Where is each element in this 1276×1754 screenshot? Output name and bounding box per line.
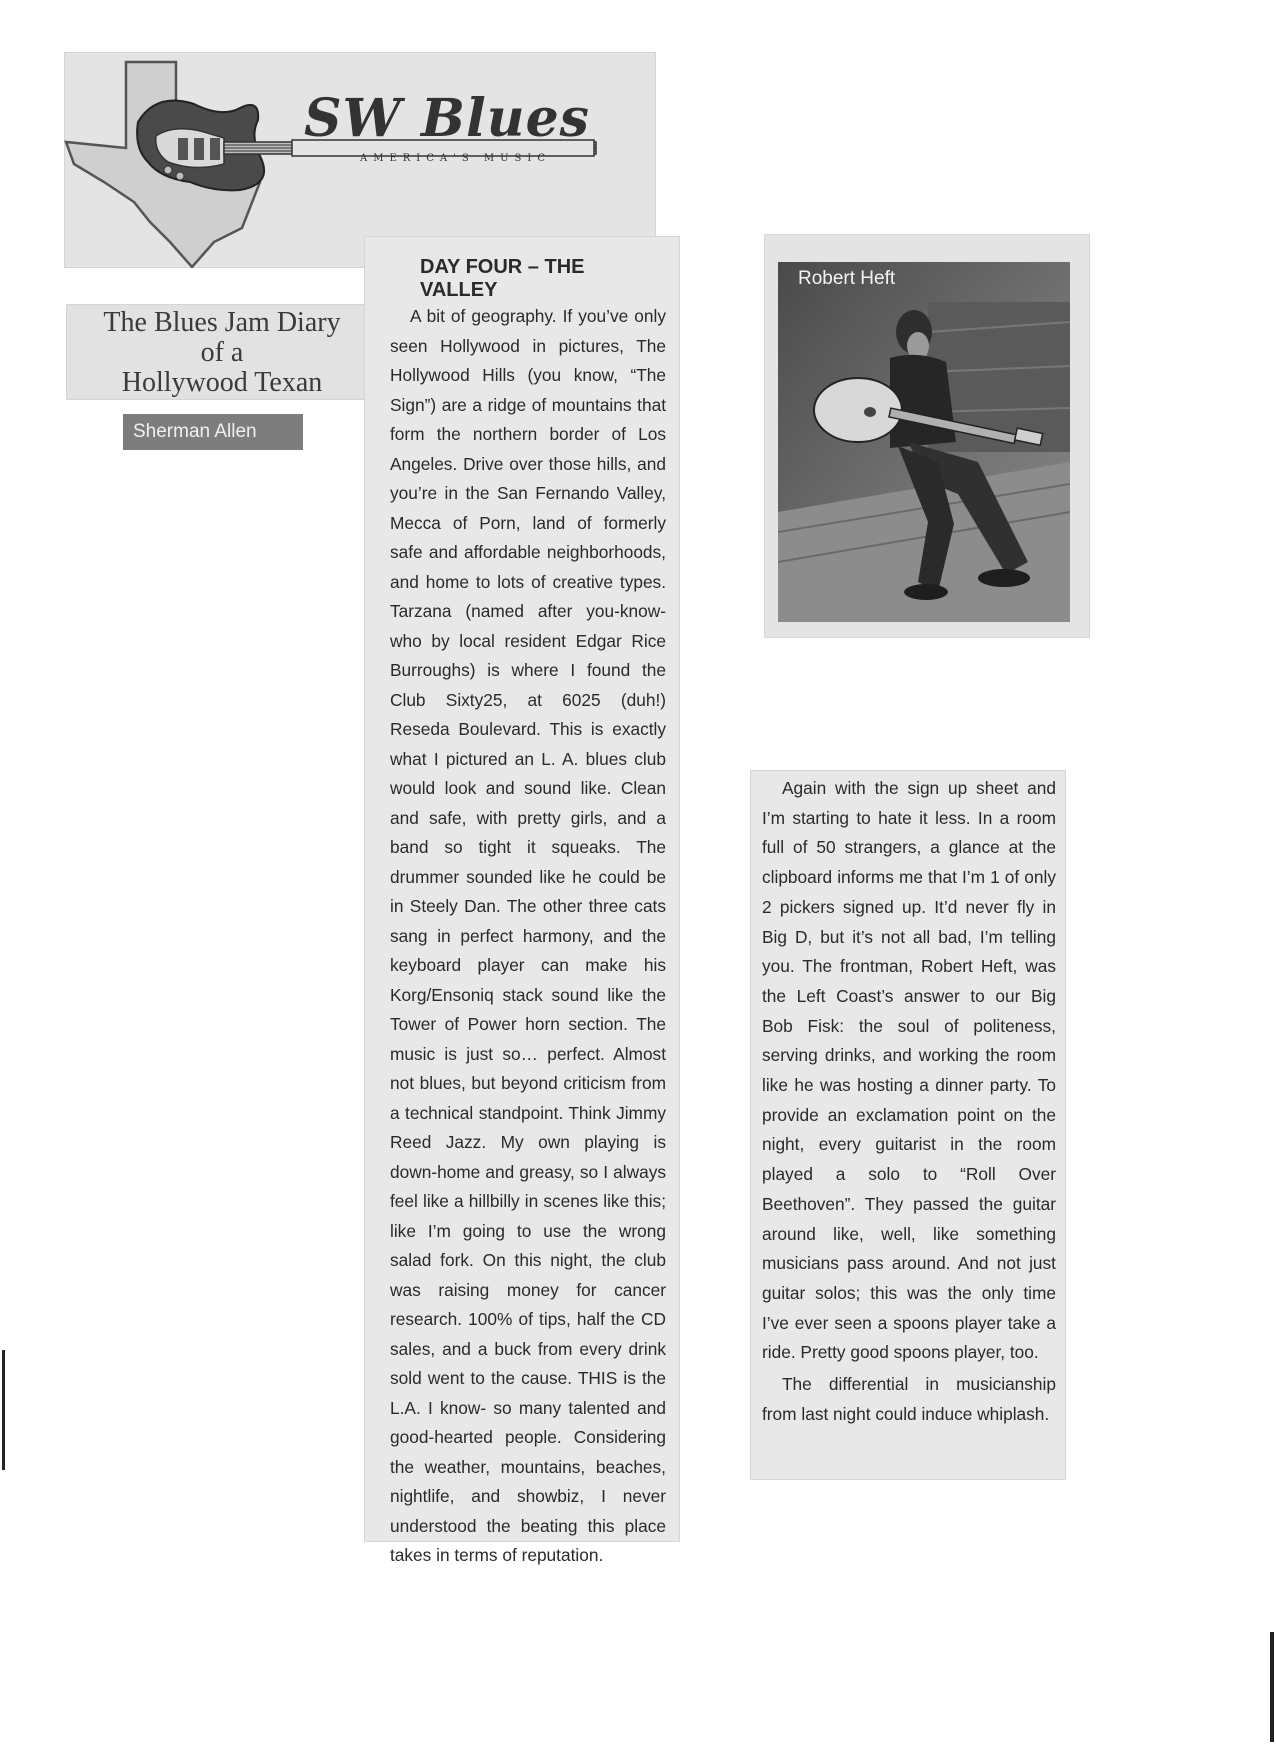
headline-line-3: Hollywood Texan <box>121 367 323 398</box>
author-byline: Sherman Allen <box>123 414 303 450</box>
guitarist-with-hollow-body-guitar-photo <box>778 262 1070 622</box>
scan-edge-mark <box>1270 1632 1274 1742</box>
photo-caption: Robert Heft <box>798 268 896 289</box>
headline-line-2: of a <box>200 337 244 368</box>
column-2-paragraph-2: The differential in musicianship from last night could induce whiplash. <box>762 1374 1056 1424</box>
section-heading: DAY FOUR – THE VALLEY <box>420 256 585 301</box>
article-headline <box>66 304 378 400</box>
headline-line-1: The Blues Jam Diary <box>103 307 341 338</box>
photo-clipping <box>764 234 1090 638</box>
column-2-body <box>762 774 1056 1429</box>
column-1-paragraph: A bit of geography. If you’ve only seen Hollywood in pictures, The Hollywood Hills (you know, “The Sign”) are a ridge of mountains that form the northern border of Los Angeles. Drive over those hills, and you’re in the San Fernando Valley, Mecca of Porn, land of formerly safe and affordable neighborhoods, and home to lots of creative types. Tarzana (named after you-know-who by local resident Edgar Rice Burroughs) is where I found the Club Sixty25, at 6025 (duh!) Reseda Boulevard. This is exactly what I pictured an L. A. blues club would look and sound like. Clean and safe, with pretty girls, and a band so tight it squeaks. The drummer sounded like he could be in Steely Dan. The other three cats sang in perfect harmony, and the keyboard player can make his Korg/Ensoniq stack sound like the Tower of Power horn section. The music is just so… perfect. Almost not blues, but beyond criticism from a technical standpoint. Think Jimmy Reed Jazz. My own playing is down-home and greasy, so I always feel like a hillbilly in scenes like this; like I’m going to use the wrong salad fork. On this night, the club was raising money for cancer research. 100% of tips, half the CD sales, and a buck from every drink sold went to the cause. THIS is the L.A. I know- so many talented and good-hearted people. Considering the weather, mountains, beaches, nightlife, and showbiz, I never understood the beating this place takes in terms of reputation. <box>390 306 666 1565</box>
article-column-2 <box>750 770 1066 1480</box>
masthead-subtitle: AMERICA'S MUSIC <box>360 153 552 164</box>
scan-edge-mark <box>2 1350 5 1470</box>
masthead-title: SW Blues <box>304 88 590 149</box>
article-column-1 <box>364 236 680 1565</box>
column-1-body <box>390 302 666 1571</box>
column-2-paragraph-1: Again with the sign up sheet and I’m starting to hate it less. In a room full of 50 strangers, a glance at the clipboard informs me that I’m 1 of only 2 pickers signed up. It’d never fly in Big D, but it’s not all bad, I’m telling you. The frontman, Robert Heft, was the Left Coast’s answer to our Big Bob Fisk: the soul of politeness, serving drinks, and working the room like he was hosting a dinner party. To provide an exclamation point on the night, every guitarist in the room played a solo to “Roll Over Beethoven”. They passed the guitar around like, well, like something musicians pass around. And not just guitar solos; this was the only time I’ve ever seen a spoons player take a ride. Pretty good spoons player, too. <box>762 778 1056 1363</box>
